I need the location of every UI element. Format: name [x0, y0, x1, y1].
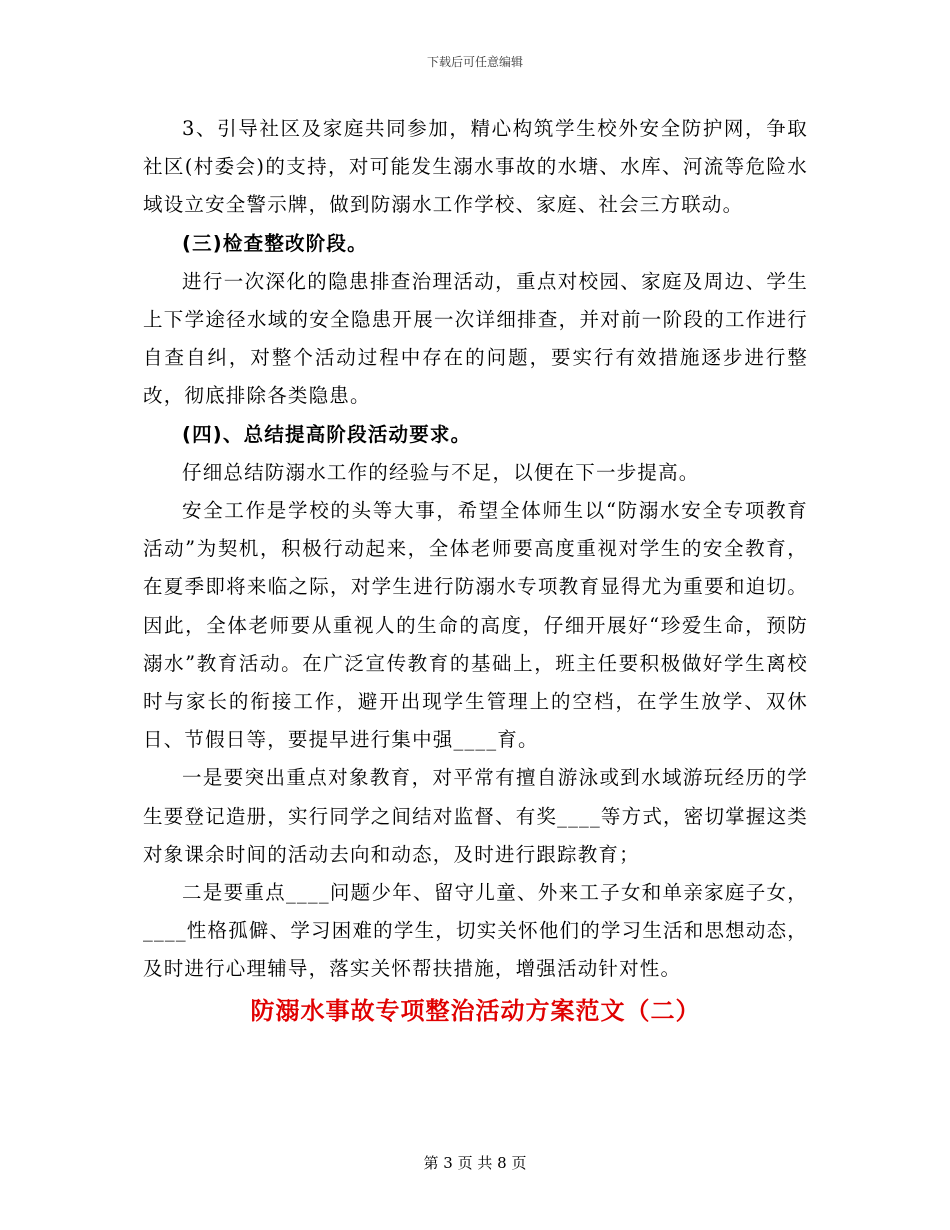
heading-summary-stage: (四)、总结提高阶段活动要求。: [182, 422, 472, 446]
paragraph-summary: 仔细总结防溺水工作的经验与不足，以便在下一步提高。: [182, 460, 700, 484]
heading-inspection-stage: (三)检查整改阶段。: [182, 231, 368, 255]
paragraph-inspection-detail: 进行一次深化的隐患排查治理活动，重点对校园、家庭及周边、学生上下学途径水域的安全隐患开展一次详细排查，并对前一阶段的工作进行自查自纠，对整个活动过程中存在的问题，要实行有效措施逐步进行整改，彻底排除各类隐患。: [143, 269, 808, 408]
paragraph-safety-work: 安全工作是学校的头等大事，希望全体师生以“防溺水安全专项教育活动”为契机，积极行动起来，全体老师要高度重视对学生的安全教育，在夏季即将来临之际，对学生进行防溺水专项教育显得尤为重要和迫切。因此，全体老师要从重视人的生命的高度，仔细开展好“珍爱生命，预防溺水”教育活动。在广泛宣传教育的基础上，班主任要积极做好学生离校时与家长的衔接工作，避开出现学生管理上的空档，在学生放学、双休日、节假日等，要提早进行集中强____育。: [143, 499, 808, 752]
paragraph-3-guide-community: 3、引导社区及家庭共同参加，精心构筑学生校外安全防护网，争取社区(村委会)的支持，对可能发生溺水事故的水塘、水库、河流等危险水域设立安全警示牌，做到防溺水工作学校、家庭、社会三方联动。: [143, 117, 808, 217]
paragraph-first-focus: 一是要突出重点对象教育，对平常有擅自游泳或到水域游玩经历的学生要登记造册，实行同学之间结对监督、有奖____等方式，密切掌握这类对象课余时间的活动去向和动态，及时进行跟踪教育；: [143, 766, 808, 866]
paragraph-second-focus: 二是要重点____问题少年、留守儿童、外来工子女和单亲家庭子女，____性格孤僻、学习困难的学生，切实关怀他们的学习生活和思想动态，及时进行心理辅导，落实关怀帮扶措施，增强活动针对性。: [143, 881, 808, 981]
page-number-footer: 第 3 页 共 8 页: [423, 1154, 527, 1172]
document-body: [143, 110, 808, 1031]
section-title: 防溺水事故专项整治活动方案范文（二）: [250, 996, 701, 1025]
page-header-note: 下载后可任意编辑: [426, 55, 523, 69]
